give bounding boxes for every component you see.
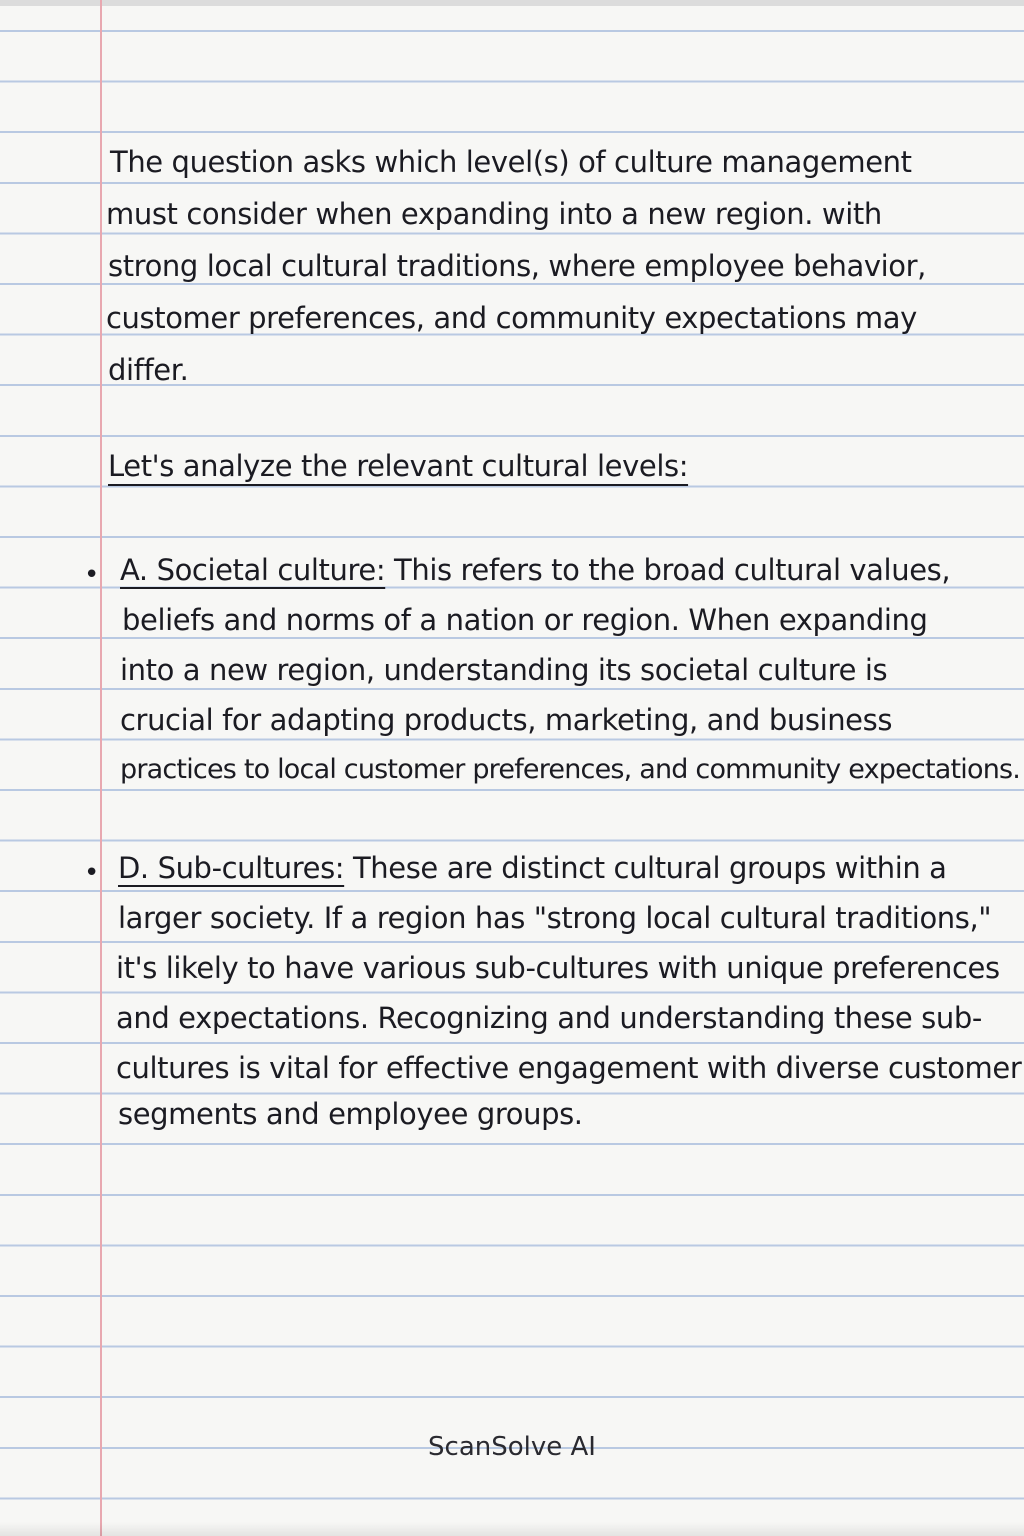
bullet-line: beliefs and norms of a nation or region. When expanding xyxy=(122,603,928,637)
footer-watermark: ScanSolve AI xyxy=(428,1432,596,1462)
bullet-line: into a new region, understanding its societal culture is xyxy=(120,653,888,687)
margin-line xyxy=(100,0,102,1536)
bullet-term: A. Societal culture: xyxy=(120,553,386,587)
bullet-text: These are distinct cultural groups within a xyxy=(344,851,947,885)
bullet-term: D. Sub-cultures: xyxy=(118,851,345,885)
intro-line: differ. xyxy=(108,353,189,387)
bullet-first-line xyxy=(120,553,951,587)
bullet-line: practices to local customer preferences, and community expectations. xyxy=(120,754,1021,785)
section-heading: Let's analyze the relevant cultural levels: xyxy=(108,449,689,483)
bullet-line: cultures is vital for effective engagement with diverse customer xyxy=(116,1051,1022,1085)
bullet-text: This refers to the broad cultural values, xyxy=(385,553,951,587)
bullet-marker: • xyxy=(84,560,100,590)
intro-line: The question asks which level(s) of culture management xyxy=(110,145,912,179)
intro-line: customer preferences, and community expectations may xyxy=(106,301,917,335)
bullet-line: it's likely to have various sub-cultures with unique preferences xyxy=(116,951,1000,985)
bullet-line: larger society. If a region has "strong local cultural traditions," xyxy=(118,901,992,935)
intro-line: strong local cultural traditions, where employee behavior, xyxy=(108,249,926,283)
bullet-line: segments and employee groups. xyxy=(118,1097,583,1131)
bullet-line: and expectations. Recognizing and understanding these sub- xyxy=(116,1001,982,1035)
page-top-edge xyxy=(0,0,1024,6)
intro-line: must consider when expanding into a new region. with xyxy=(106,197,882,231)
bullet-marker: • xyxy=(84,858,100,888)
page-bottom-edge xyxy=(0,1522,1024,1536)
bullet-line: crucial for adapting products, marketing, and business xyxy=(120,703,893,737)
bullet-first-line xyxy=(118,851,947,885)
